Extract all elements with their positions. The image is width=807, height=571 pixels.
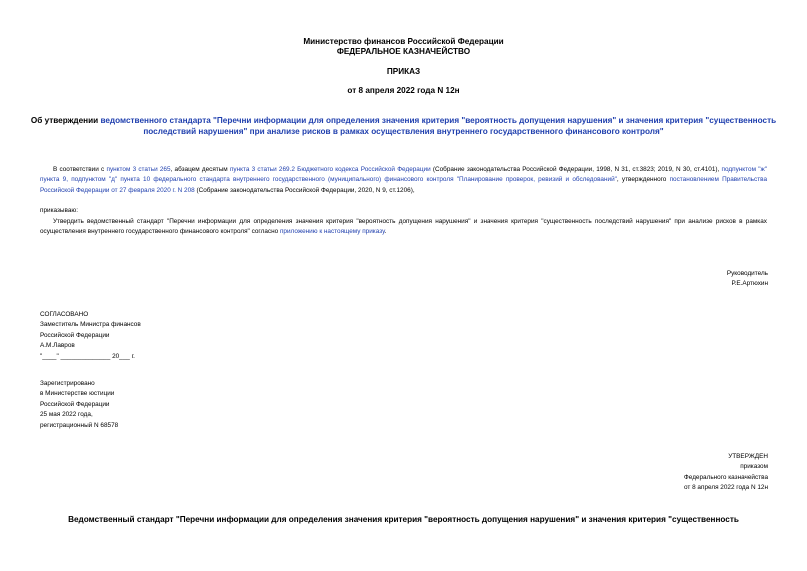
- preamble-text-3: (Собрание законодательства Российской Федерации, 1998, N 31, ст.3823; 2019, N 30, ст.4101),: [430, 166, 722, 173]
- registration-line-3: Российской Федерации: [40, 400, 110, 408]
- registration-line-5: регистрационный N 68578: [40, 421, 119, 429]
- signature-name: Р.Е.Артюхин: [731, 280, 768, 288]
- preamble-text-1: В соответствии с: [53, 166, 107, 173]
- preamble-text-2: , абзацем десятым: [170, 166, 230, 173]
- link-article-265[interactable]: пунктом 3 статьи 265: [106, 166, 171, 173]
- approved-block: [684, 452, 768, 494]
- approval-date-line: "____" ______________ 20___ г.: [40, 352, 135, 360]
- preamble-text-5: (Собрание законодательства Российской Федерации, 2020, N 9, ст.1206),: [194, 186, 415, 194]
- order-text-1: Утвердить ведомственный стандарт "Перечни информации для определения значения критерия "вероятность допущения нарушения" и значения критерия "существенность последствий нарушения" при анализе рисков в рамках осуществления внутреннего государственного финансового контроля" согласно: [40, 218, 767, 236]
- approval-line-2: Российской Федерации: [40, 331, 110, 339]
- registration-block: [40, 379, 118, 431]
- approval-line-1: Заместитель Министра финансов: [40, 321, 141, 329]
- signature-block: [727, 269, 768, 290]
- link-government-decree[interactable]: постановлением Правительства Российской Федерации от 27 февраля 2020 г. N 208: [40, 176, 768, 194]
- link-article-269-2[interactable]: пункта 3 статьи 269.2 Бюджетного кодекса Российской Федерации: [229, 166, 431, 173]
- document-type: ПРИКАЗ: [386, 67, 421, 76]
- ministry-name: Министерство финансов Российской Федерации: [303, 37, 504, 46]
- orders-label: приказываю:: [40, 207, 78, 214]
- registration-line-1: Зарегистрировано: [40, 380, 95, 387]
- approved-line-3: от 8 апреля 2022 года N 12н: [683, 484, 768, 492]
- approved-label: УТВЕРЖДЕН: [728, 453, 768, 460]
- title-prefix: Об утверждении: [30, 116, 101, 125]
- agency-name: ФЕДЕРАЛЬНОЕ КАЗНАЧЕЙСТВО: [336, 47, 471, 56]
- order-paragraph: [40, 217, 767, 238]
- approval-block: [40, 310, 141, 362]
- approved-line-2: Федерального казначейства: [683, 473, 768, 481]
- link-federal-standard[interactable]: подпунктом "ж" пункта 9, подпунктом "д" пункта 10 федерального стандарта внутреннего государственного (муниципального) финансового контроля "Планирование проверок, ревизий и обследований": [40, 166, 768, 184]
- document-title: [30, 115, 777, 137]
- approved-line-1: приказом: [740, 463, 768, 471]
- preamble-paragraph: [40, 165, 767, 196]
- document-date-number: от 8 апреля 2022 года N 12н: [347, 86, 460, 95]
- title-standard-link[interactable]: ведомственного стандарта "Перечни информации для определения значения критерия "вероятность допущения нарушения" и значения критерия "существенность последствий нарушения" при анализе рисков в рамках осуществления внутреннего государственного финансового контроля": [100, 116, 777, 137]
- approval-label: СОГЛАСОВАНО: [40, 311, 89, 318]
- link-appendix[interactable]: приложению к настоящему приказу: [279, 228, 385, 236]
- registration-line-2: в Министерстве юстиции: [40, 390, 115, 398]
- registration-line-4: 25 мая 2022 года,: [40, 411, 93, 419]
- standard-heading: Ведомственный стандарт "Перечни информации для определения значения критерия "вероятность допущения нарушения" и значения критерия "существенность: [68, 515, 739, 524]
- preamble-text-4: , утвержденного: [616, 176, 670, 184]
- approval-name: А.М.Лавров: [40, 342, 75, 350]
- signature-position: Руководитель: [726, 270, 768, 277]
- order-text-2: .: [384, 228, 387, 236]
